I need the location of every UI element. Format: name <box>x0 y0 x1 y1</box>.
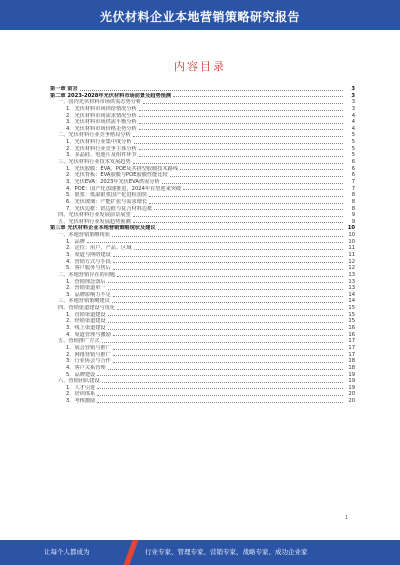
toc-item-label: 4．客户关系管理 <box>66 364 106 371</box>
toc-item-page: 12 <box>348 258 355 265</box>
toc-item-label: 1．展会营销与推广 <box>66 344 111 351</box>
toc-item-label: 1．营销理念落后 <box>66 278 106 285</box>
toc-item-page: 3 <box>351 92 355 99</box>
toc-leader-dots <box>149 195 343 197</box>
toc-item-page: 4 <box>351 125 355 132</box>
toc-leader-dots <box>97 387 343 389</box>
toc-item-label: 1．品牌 <box>66 238 85 245</box>
toc-item-page: 3 <box>351 105 355 112</box>
toc-item-page: 15 <box>348 305 355 312</box>
toc-item-label: 第一章 前言 <box>50 85 78 92</box>
toc-item-page: 6 <box>351 165 355 172</box>
toc-item-page: 13 <box>348 278 355 285</box>
toc-item-label: 一、国内光伏材料市场供需态势分析 <box>58 99 142 106</box>
toc-leader-dots <box>133 135 343 137</box>
toc-leader-dots <box>97 394 343 396</box>
toc-leader-dots <box>154 208 343 210</box>
toc-item-page: 18 <box>348 364 355 371</box>
toc-item-label: 1．直销渠道建设 <box>66 311 106 318</box>
toc-heading: 内容目录 <box>174 60 226 73</box>
toc-item-label: 三、本地营销策略建议 <box>58 298 110 305</box>
toc-leader-dots <box>139 128 343 130</box>
toc-item[interactable] <box>50 232 355 239</box>
toc-item-label: 四、光伏材料行业发展前景展望 <box>58 212 131 219</box>
toc-item-label: 五、光伏材料行业发展趋势预测 <box>58 218 131 225</box>
toc-item-page: 17 <box>348 351 355 358</box>
toc-item-label: 三、光伏材料行业技术发展趋势 <box>58 159 131 166</box>
toc-item-page: 6 <box>351 159 355 166</box>
report-title: 光伏材料企业本地营销策略研究报告 <box>99 10 300 24</box>
toc-item-label: 3．品牌影响力不足 <box>66 291 111 298</box>
toc-item-label: 5．品牌建设 <box>66 371 96 378</box>
toc-item-label: 4．POE：国产化加速推进，2024年有望迎来突破 <box>66 185 182 192</box>
toc-leader-dots <box>143 102 343 104</box>
toc-item-label: 1．人才引进 <box>66 384 96 391</box>
toc-item-page: 5 <box>351 132 355 139</box>
toc-leader-dots <box>113 268 343 270</box>
toc-leader-dots <box>139 109 343 111</box>
toc-item-label: 2．定位：用户、产品、区域 <box>66 245 132 252</box>
toc-item-label: 6．光伏玻璃：产能扩张与需求增长 <box>66 198 148 205</box>
toc-item-page: 20 <box>348 398 355 405</box>
footer-slogan-left: 让每个人都成为 <box>44 548 90 556</box>
toc-leader-dots <box>149 202 343 204</box>
toc-item-page: 19 <box>348 384 355 391</box>
toc-leader-dots <box>134 142 343 144</box>
toc-item-label: 2．培训体系 <box>66 391 96 398</box>
table-of-contents <box>50 86 355 405</box>
toc-item-label: 3．线上渠道建设 <box>66 325 106 332</box>
toc-leader-dots <box>108 321 343 323</box>
toc-item-label: 1．光伏材料市场供给情况分析 <box>66 105 137 112</box>
toc-item-label: 2．光伏材料市场需求情况分析 <box>66 112 137 119</box>
toc-leader-dots <box>139 155 343 157</box>
toc-item-label: 5．客户服务与售后 <box>66 265 111 272</box>
toc-item-label: 2．光伏材料行业竞争主体分析 <box>66 145 137 152</box>
toc-item-label: 3．渠道与网络建设 <box>66 252 111 258</box>
toc-leader-dots <box>170 175 343 177</box>
toc-item-label: 7．光伏边框：铝边框与复合材料边框 <box>66 205 153 212</box>
footer-accent-stripe <box>123 540 138 565</box>
toc-item-page: 18 <box>348 358 355 365</box>
toc-item-page: 9 <box>351 212 355 219</box>
toc-leader-dots <box>117 308 343 310</box>
toc-item-page: 3 <box>351 85 355 92</box>
toc-item-page: 15 <box>348 311 355 318</box>
toc-leader-dots <box>97 401 343 403</box>
toc-item-label: 二、本地营销存在的问题 <box>58 271 116 278</box>
toc-leader-dots <box>80 89 343 91</box>
toc-leader-dots <box>183 188 343 190</box>
toc-leader-dots <box>173 95 343 97</box>
toc-item-page: 6 <box>351 172 355 179</box>
toc-leader-dots <box>108 314 343 316</box>
toc-item-page: 19 <box>348 378 355 385</box>
toc-item[interactable] <box>50 365 355 372</box>
toc-item[interactable] <box>50 378 355 385</box>
toc-item[interactable] <box>50 391 355 398</box>
toc-leader-dots <box>113 348 343 350</box>
toc-leader-dots <box>134 248 343 250</box>
footer-bar <box>0 540 400 565</box>
toc-leader-dots <box>113 361 343 363</box>
toc-leader-dots <box>102 381 343 383</box>
toc-leader-dots <box>108 281 343 283</box>
toc-item-label: 3．光伏EVA：2023年光伏EVA供需分析 <box>66 178 160 185</box>
toc-leader-dots <box>112 301 343 303</box>
toc-item-label: 2．营销渠道单一 <box>66 285 106 292</box>
toc-item-page: 17 <box>348 344 355 351</box>
toc-leader-dots <box>108 328 343 330</box>
toc-item[interactable] <box>50 398 355 405</box>
toc-item-page: 15 <box>348 318 355 325</box>
toc-leader-dots <box>158 228 343 230</box>
toc-item-label: 5．银浆：低温银浆国产化进程加快 <box>66 192 148 199</box>
toc-leader-dots <box>97 374 343 376</box>
toc-item-label: 1．光伏胶膜：EVA、POE及共挤型胶膜技术路线 <box>66 165 179 172</box>
footer-slogan-right: 行业专家、管理专家、营销专家、战略专家、成功企业家 <box>145 548 308 556</box>
toc-leader-dots <box>108 288 343 290</box>
toc-leader-dots <box>113 334 343 336</box>
toc-item-page: 5 <box>351 139 355 146</box>
toc-leader-dots <box>113 295 343 297</box>
toc-leader-dots <box>133 162 343 164</box>
toc-item-page: 10 <box>347 225 355 232</box>
toc-item-page: 11 <box>348 252 355 258</box>
toc-leader-dots <box>113 261 343 263</box>
toc-item-label: 一、本地营销策略现状 <box>58 232 110 239</box>
toc-item-page: 5 <box>351 145 355 152</box>
toc-item-page: 14 <box>348 291 355 298</box>
toc-item-page: 13 <box>348 285 355 292</box>
toc-item-page: 12 <box>348 265 355 272</box>
toc-item-label: 第二章 2023-2028年光伏材料市场前景及趋势预测 <box>50 92 172 99</box>
toc-item-label: 3．行业协会与合作 <box>66 358 111 365</box>
toc-item-label: 3．多晶硅、电池片及组件环节 <box>66 152 137 159</box>
toc-leader-dots <box>117 275 343 277</box>
toc-item-page: 7 <box>351 178 355 185</box>
toc-leader-dots <box>139 148 343 150</box>
toc-item-label: 四、营销渠道建设与优化 <box>58 305 116 312</box>
toc-leader-dots <box>112 235 343 237</box>
toc-item-label: 1．光伏材料行业集中度分析 <box>66 139 132 146</box>
toc-item-label: 第三章 光伏材料企业本地营销策略现状及建议 <box>50 225 156 232</box>
toc-leader-dots <box>113 255 343 257</box>
toc-item-label: 4．光伏材料市场价格走势分析 <box>66 125 137 132</box>
toc-item-page: 13 <box>348 271 355 278</box>
toc-item-page: 4 <box>351 119 355 126</box>
toc-item-page: 7 <box>351 185 355 192</box>
toc-item-page: 16 <box>348 331 355 338</box>
toc-item-label: 3．光伏材料市场供需平衡分析 <box>66 119 137 126</box>
toc-leader-dots <box>87 241 343 243</box>
toc-leader-dots <box>113 354 343 356</box>
toc-leader-dots <box>139 122 343 124</box>
toc-item-label: 2．光伏背板：EVA胶膜与POE胶膜性能比较 <box>66 172 168 179</box>
page-number: 1 <box>344 515 348 521</box>
toc-leader-dots <box>133 215 343 217</box>
toc-leader-dots <box>133 221 343 223</box>
toc-item-page: 17 <box>348 338 355 345</box>
toc-item-page: 3 <box>351 99 355 106</box>
toc-item-page: 14 <box>348 298 355 305</box>
toc-item-label: 4．渠道管理与激励 <box>66 331 111 338</box>
toc-item-page: 4 <box>351 112 355 119</box>
toc-leader-dots <box>139 115 343 117</box>
toc-item-page: 10 <box>348 232 355 239</box>
toc-item-label: 4．营销方式与手段 <box>66 258 111 265</box>
header-bar <box>0 0 400 30</box>
toc-item-label: 六、营销团队建设 <box>58 378 100 385</box>
toc-leader-dots <box>162 182 343 184</box>
toc-item-page: 11 <box>348 245 355 252</box>
toc-item-page: 8 <box>351 198 355 205</box>
toc-leader-dots <box>102 341 343 343</box>
toc-item-page: 8 <box>351 192 355 199</box>
toc-item-page: 9 <box>351 218 355 225</box>
toc-item-page: 20 <box>348 391 355 398</box>
toc-item-label: 五、营销推广方式 <box>58 338 100 345</box>
toc-item[interactable] <box>50 385 355 392</box>
toc-item-label: 2．网络营销与推广 <box>66 351 111 358</box>
toc-leader-dots <box>108 368 343 370</box>
toc-item-page: 19 <box>348 371 355 378</box>
toc-item-label: 3．考核激励 <box>66 398 96 405</box>
toc-item-label: 2．经销渠道建设 <box>66 318 106 325</box>
toc-leader-dots <box>180 168 343 170</box>
toc-item-page: 16 <box>348 325 355 332</box>
toc-item-page: 10 <box>348 238 355 245</box>
toc-item-page: 5 <box>351 152 355 159</box>
toc-item-page: 8 <box>351 205 355 212</box>
toc-item-label: 二、光伏材料行业竞争格局分析 <box>58 132 131 139</box>
